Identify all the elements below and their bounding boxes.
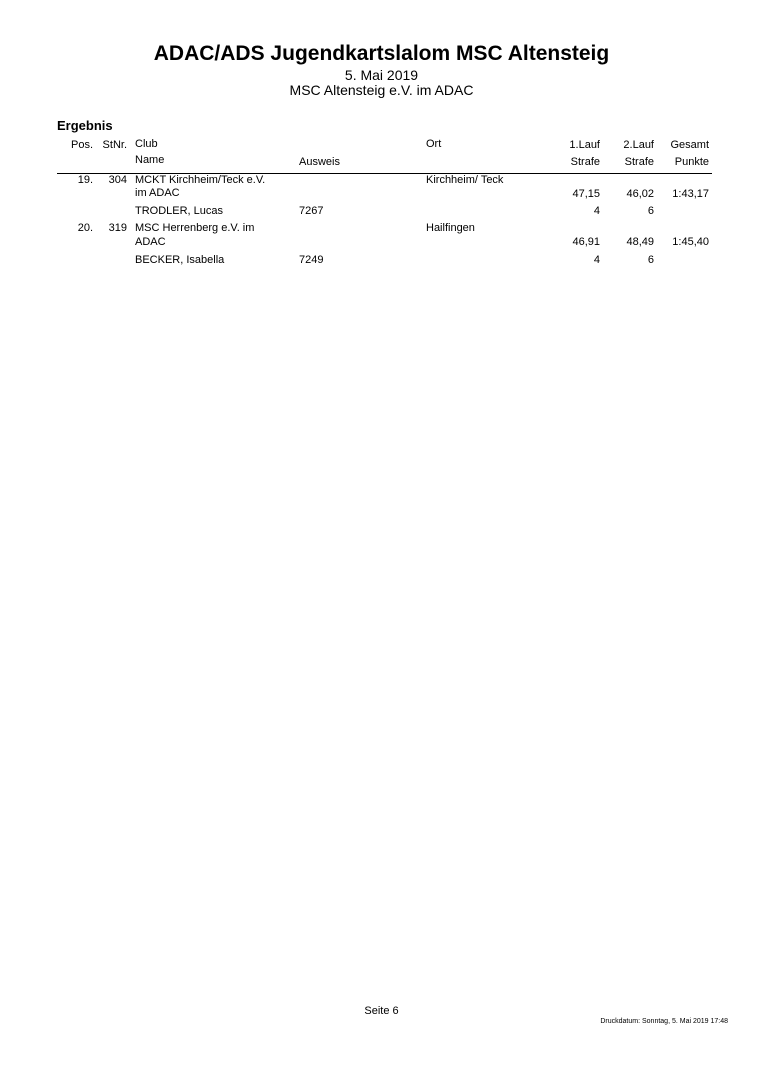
cell-ausweis: 7267 bbox=[299, 205, 324, 217]
col-strafe2: Strafe bbox=[624, 156, 654, 168]
cell-strafe2: 6 bbox=[647, 254, 654, 266]
cell-ort: Kirchheim/ Teck bbox=[426, 174, 504, 186]
cell-ausweis: 7249 bbox=[299, 254, 324, 266]
cell-club-line1: MCKT Kirchheim/Teck e.V. bbox=[135, 174, 266, 186]
col-stnr: StNr. bbox=[102, 139, 127, 151]
col-strafe1: Strafe bbox=[570, 156, 600, 168]
cell-name: BECKER, Isabella bbox=[135, 254, 225, 266]
cell-strafe1: 4 bbox=[593, 254, 600, 266]
cell-lauf1: 46,91 bbox=[572, 236, 600, 248]
cell-gesamt: 1:45,40 bbox=[672, 236, 709, 248]
cell-pos: 19. bbox=[77, 174, 93, 186]
print-date: Druckdatum: Sonntag, 5. Mai 2019 17:48 bbox=[600, 1018, 728, 1025]
cell-lauf2: 48,49 bbox=[626, 236, 654, 248]
cell-pos: 20. bbox=[77, 222, 93, 234]
cell-stnr: 304 bbox=[108, 174, 127, 186]
col-ausweis: Ausweis bbox=[299, 156, 340, 168]
cell-strafe2: 6 bbox=[647, 205, 654, 217]
cell-ort: Hailfingen bbox=[426, 222, 475, 234]
cell-strafe1: 4 bbox=[593, 205, 600, 217]
cell-club-line1: MSC Herrenberg e.V. im bbox=[135, 222, 255, 234]
cell-name: TRODLER, Lucas bbox=[135, 205, 224, 217]
organizer: MSC Altensteig e.V. im ADAC bbox=[289, 82, 474, 98]
cell-lauf1: 47,15 bbox=[572, 188, 600, 200]
col-ort: Ort bbox=[426, 138, 442, 150]
cell-lauf2: 46,02 bbox=[626, 188, 654, 200]
col-lauf2: 2.Lauf bbox=[623, 139, 654, 151]
col-lauf1: 1.Lauf bbox=[569, 139, 600, 151]
col-pos: Pos. bbox=[70, 139, 93, 151]
col-gesamt: Gesamt bbox=[670, 139, 709, 151]
cell-club-line2: im ADAC bbox=[135, 187, 180, 199]
cell-gesamt: 1:43,17 bbox=[672, 188, 709, 200]
page-number: Seite 6 bbox=[364, 1005, 399, 1017]
col-name: Name bbox=[135, 154, 165, 166]
cell-stnr: 319 bbox=[108, 222, 127, 234]
col-punkte: Punkte bbox=[674, 156, 709, 168]
col-club: Club bbox=[135, 138, 158, 150]
cell-club-line2: ADAC bbox=[135, 236, 166, 248]
document-title: ADAC/ADS Jugendkartslalom MSC Altensteig bbox=[153, 42, 610, 65]
event-date: 5. Mai 2019 bbox=[344, 67, 419, 83]
section-title: Ergebnis bbox=[57, 118, 113, 133]
